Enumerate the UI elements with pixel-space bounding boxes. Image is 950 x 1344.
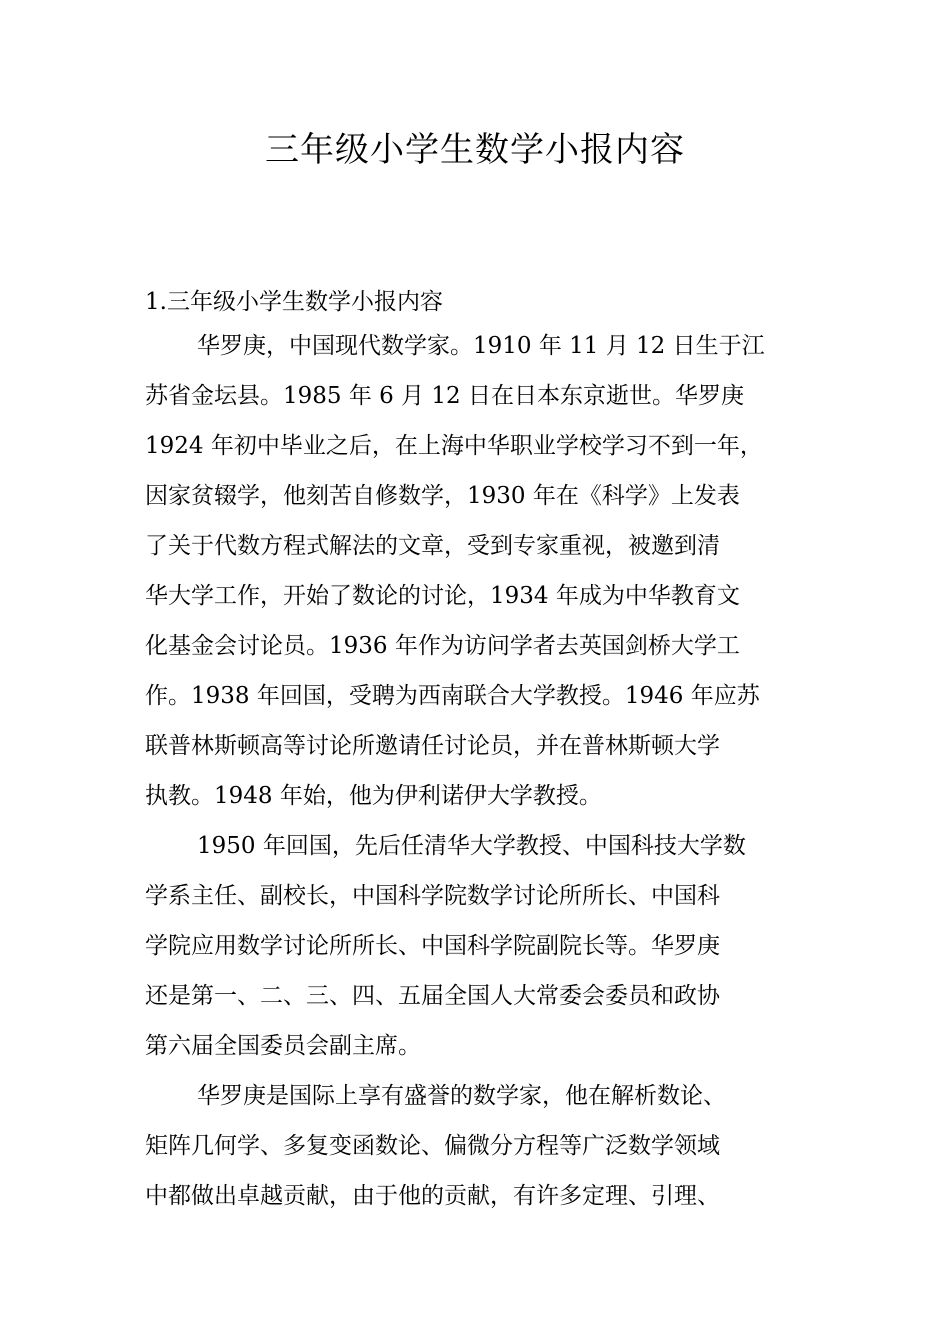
text-line: 中都做出卓越贡献，由于他的贡献，有许多定理、引理、 [145,1183,720,1209]
text-line: 还是第一、二、三、四、五届全国人大常委会委员和政协 [145,983,720,1009]
document-body [145,283,820,1221]
text-line: 华罗庚是国际上享有盛誉的数学家，他在解析数论、 [197,1083,726,1109]
text-line: 华罗庚，中国现代数学家。1910 年 11 月 12 日生于江 [197,333,765,359]
text-line: 联普林斯顿高等讨论所邀请任讨论员，并在普林斯顿大学 [145,733,720,759]
paragraph-1 [145,321,820,821]
section-heading: 1.三年级小学生数学小报内容 [145,289,443,315]
text-line: 1924 年初中毕业之后，在上海中华职业学校学习不到一年， [145,433,763,459]
text-line: 苏省金坛县。1985 年 6 月 12 日在日本东京逝世。华罗庚 [145,383,744,409]
text-line: 因家贫辍学，他刻苦自修数学，1930 年在《科学》上发表 [145,483,740,509]
text-line: 了关于代数方程式解法的文章，受到专家重视，被邀到清 [145,533,720,559]
text-line: 作。1938 年回国，受聘为西南联合大学教授。1946 年应苏 [145,683,760,709]
text-line: 执教。1948 年始，他为伊利诺伊大学教授。 [145,783,602,809]
document-title: 三年级小学生数学小报内容 [265,130,685,170]
text-line: 学系主任、副校长，中国科学院数学讨论所所长、中国科 [145,883,720,909]
text-line: 矩阵几何学、多复变函数论、偏微分方程等广泛数学领域 [145,1133,720,1159]
text-line: 第六届全国委员会副主席。 [145,1033,421,1059]
paragraph-2 [145,821,820,1071]
paragraph-3 [145,1071,820,1221]
text-line: 化基金会讨论员。1936 年作为访问学者去英国剑桥大学工 [145,633,740,659]
text-line: 学院应用数学讨论所所长、中国科学院副院长等。华罗庚 [145,933,720,959]
text-line: 华大学工作，开始了数论的讨论，1934 年成为中华教育文 [145,583,740,609]
text-line: 1950 年回国，先后任清华大学教授、中国科技大学数 [197,833,746,859]
